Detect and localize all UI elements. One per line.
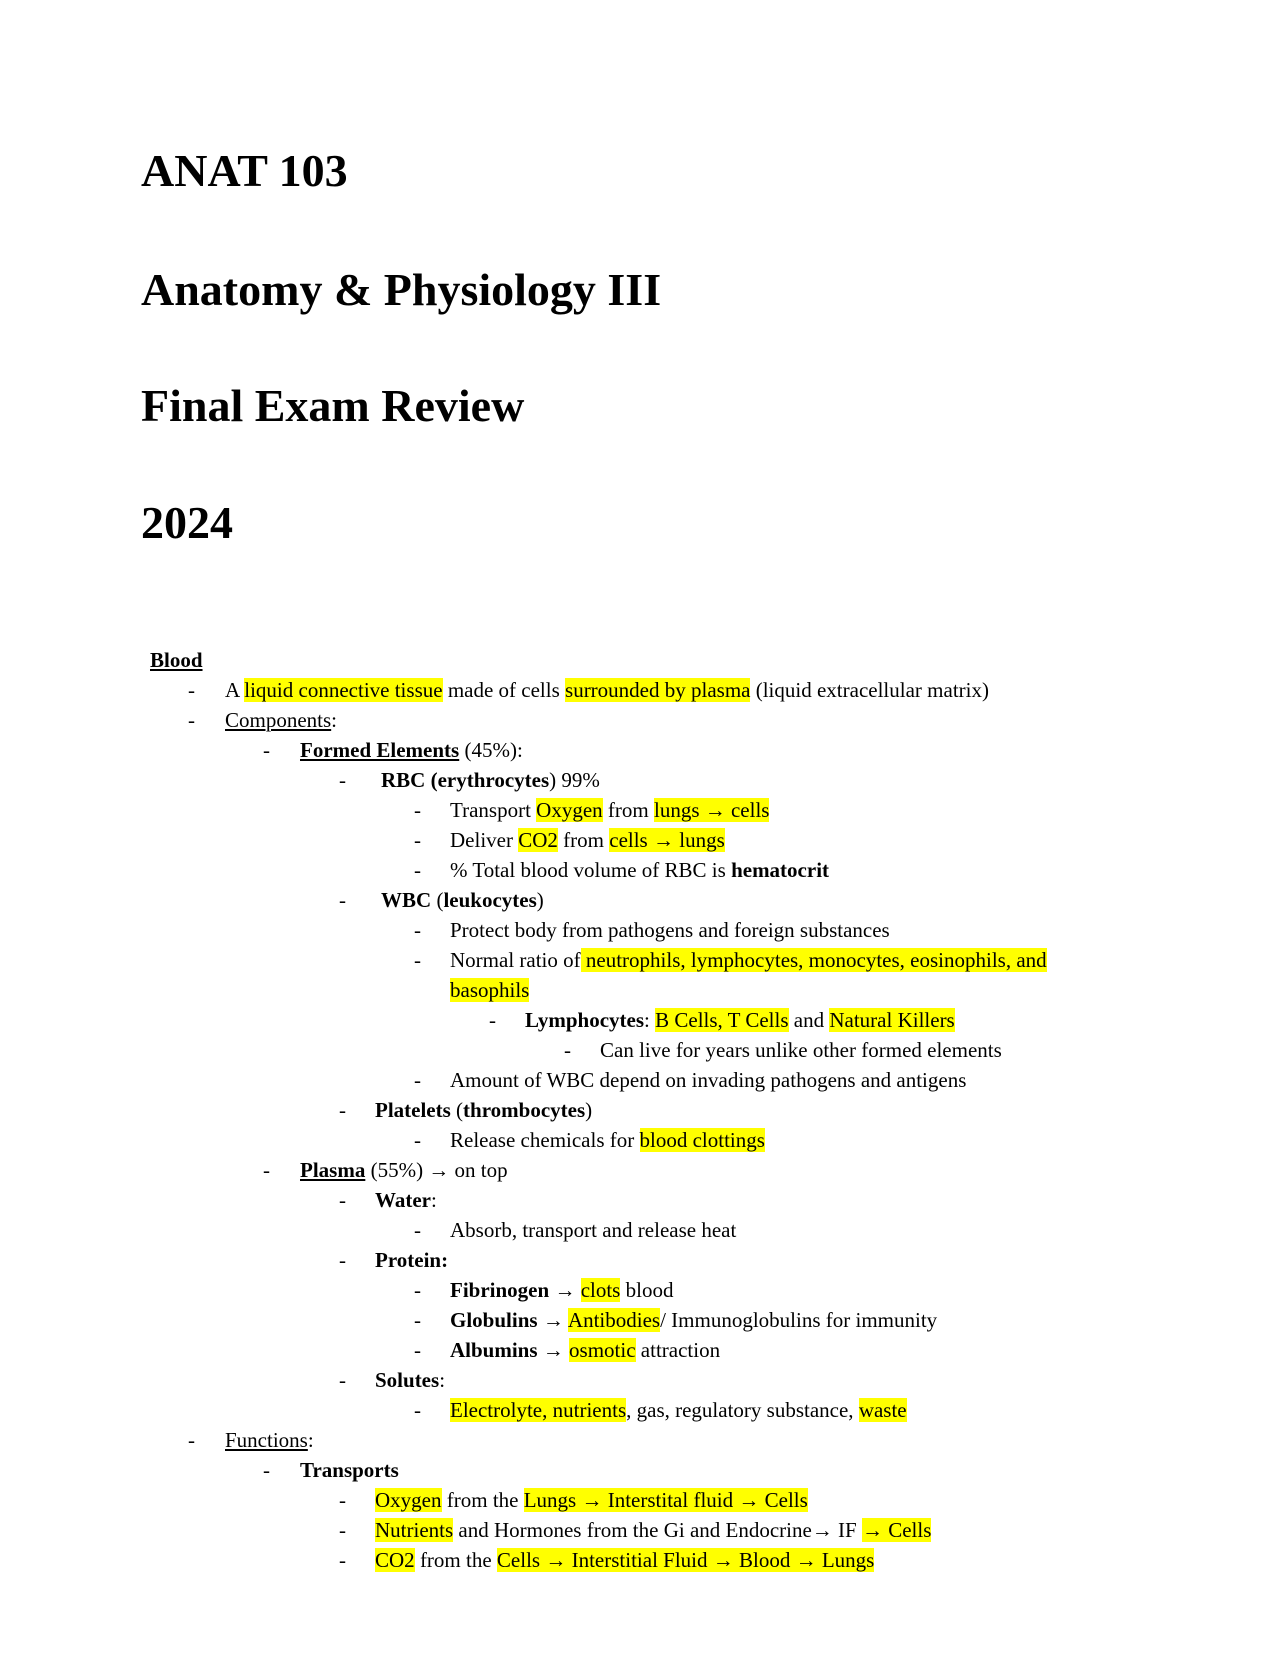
outline-text [375, 1245, 448, 1275]
text-segment: Blood [150, 648, 203, 672]
outline-text [381, 765, 600, 795]
text-segment: Fibrinogen [450, 1278, 550, 1302]
text-segment: Deliver [450, 828, 519, 852]
outline-line [0, 1455, 1280, 1485]
highlighted-text: surrounded by plasma [565, 678, 751, 702]
highlighted-text: Electrolyte, nutrients [450, 1398, 627, 1422]
outline-text [450, 795, 769, 825]
text-segment: Protein: [375, 1248, 449, 1272]
outline-line [0, 795, 1280, 825]
highlighted-text: CO2 [375, 1548, 415, 1572]
outline-text [375, 1485, 808, 1515]
highlighted-text: Oxygen [375, 1488, 442, 1512]
bullet-dash: - [414, 1068, 421, 1092]
text-segment: : [644, 1008, 656, 1032]
bullet-dash: - [414, 828, 421, 852]
highlighted-text: neutrophils, lymphocytes, monocytes, eosinophils, and [580, 948, 1047, 972]
bullet-dash: - [339, 888, 346, 912]
outline-line [0, 645, 1280, 675]
bullet-dash: - [414, 1338, 421, 1362]
outline-text [450, 1305, 937, 1335]
outline-line [0, 1245, 1280, 1275]
outline-line [0, 675, 1280, 705]
highlighted-text: B Cells, T Cells [655, 1008, 789, 1032]
text-segment: (55%) → on top [365, 1158, 508, 1182]
text-segment: ( [431, 888, 444, 912]
bullet-dash: - [414, 1398, 421, 1422]
text-segment: Functions [225, 1428, 308, 1452]
outline-text [375, 1515, 931, 1545]
bullet-dash: - [188, 708, 195, 732]
outline-text [450, 1215, 736, 1245]
text-segment: (liquid extracellular matrix) [750, 678, 989, 702]
outline-text [450, 825, 725, 855]
text-segment: ) 99% [549, 768, 600, 792]
text-segment: : [430, 1188, 437, 1212]
text-segment: made of cells [442, 678, 566, 702]
text-segment: WBC [381, 888, 432, 912]
text-segment: Release chemicals for [450, 1128, 640, 1152]
text-segment: / Immunoglobulins for immunity [660, 1308, 938, 1332]
bullet-dash: - [263, 1458, 270, 1482]
bullet-dash: - [339, 768, 346, 792]
highlighted-text: Oxygen [536, 798, 603, 822]
outline-text [450, 945, 1047, 975]
outline-line [0, 1425, 1280, 1455]
outline-line [0, 1125, 1280, 1155]
highlighted-text: Nutrients [375, 1518, 454, 1542]
highlighted-text: → Cells [861, 1518, 932, 1542]
year-heading: 2024 [141, 497, 233, 548]
text-segment: thrombocytes [463, 1098, 586, 1122]
outline-line [0, 1305, 1280, 1335]
outline-text [450, 855, 829, 885]
text-segment: → [537, 1338, 570, 1362]
outline-line [0, 915, 1280, 945]
text-segment: Can live for years unlike other formed elements [600, 1038, 1002, 1062]
highlighted-text: cells → lungs [609, 828, 725, 852]
text-segment: Globulins [450, 1308, 538, 1332]
bullet-dash: - [414, 1278, 421, 1302]
text-segment: Solutes [375, 1368, 440, 1392]
bullet-dash: - [489, 1008, 496, 1032]
highlighted-text: basophils [450, 978, 530, 1002]
text-segment: and Hormones from the Gi and Endocrine→ IF [453, 1518, 862, 1542]
outline-line [0, 1395, 1280, 1425]
bullet-dash: - [414, 1128, 421, 1152]
text-segment: attraction [635, 1338, 721, 1362]
outline-line [0, 1365, 1280, 1395]
highlighted-text: waste [858, 1398, 907, 1422]
highlighted-text: blood clottings [639, 1128, 765, 1152]
outline-text [375, 1185, 437, 1215]
outline-line [0, 1035, 1280, 1065]
text-segment: Components [225, 708, 332, 732]
outline-line [0, 1095, 1280, 1125]
text-segment: → [549, 1278, 581, 1302]
outline-line [0, 1515, 1280, 1545]
highlighted-text: CO2 [518, 828, 558, 852]
outline-line [0, 885, 1280, 915]
outline-line [0, 1185, 1280, 1215]
text-segment: ) [536, 888, 544, 912]
outline-text [375, 1545, 874, 1575]
highlighted-text: osmotic [569, 1338, 636, 1362]
text-segment: Water [375, 1188, 431, 1212]
highlighted-text: lungs → cells [653, 798, 770, 822]
bullet-dash: - [414, 1218, 421, 1242]
text-segment: Lymphocytes [525, 1008, 645, 1032]
bullet-dash: - [414, 918, 421, 942]
outline-text [450, 1065, 966, 1095]
outline-line [0, 765, 1280, 795]
text-segment: : [307, 1428, 314, 1452]
text-segment: erythrocytes [437, 768, 550, 792]
text-segment: and [788, 1008, 830, 1032]
outline-line [0, 1005, 1280, 1035]
outline-text [450, 1395, 907, 1425]
outline-text [300, 1155, 508, 1185]
bullet-dash: - [188, 1428, 195, 1452]
outline-text [225, 1425, 314, 1455]
highlighted-text: liquid connective tissue [244, 678, 443, 702]
bullet-dash: - [339, 1098, 346, 1122]
outline-text [150, 645, 203, 675]
text-segment: % Total blood volume of RBC is [450, 858, 732, 882]
text-segment: from the [441, 1488, 524, 1512]
outline-line [0, 1275, 1280, 1305]
bullet-dash: - [263, 1158, 270, 1182]
outline-line [0, 705, 1280, 735]
outline-text [225, 705, 337, 735]
bullet-dash: - [263, 738, 270, 762]
bullet-dash: - [414, 948, 421, 972]
bullet-dash: - [339, 1488, 346, 1512]
highlighted-text: Cells → Interstitial Fluid → Blood → Lungs [496, 1548, 875, 1572]
text-segment: RBC ( [381, 768, 438, 792]
outline-line [0, 855, 1280, 885]
outline-line [0, 1215, 1280, 1245]
text-segment: → [537, 1308, 568, 1332]
outline-text [375, 1365, 445, 1395]
outline-text [525, 1005, 955, 1035]
outline-line [0, 1485, 1280, 1515]
outline-text [450, 1275, 673, 1305]
bullet-dash: - [188, 678, 195, 702]
text-segment: leukocytes [443, 888, 537, 912]
course-code-heading: ANAT 103 [141, 145, 348, 196]
text-segment: ) [585, 1098, 593, 1122]
highlighted-text: clots [580, 1278, 621, 1302]
text-segment: , gas, regulatory substance, [626, 1398, 859, 1422]
text-segment: Protect body from pathogens and foreign substances [450, 918, 890, 942]
outline-text [225, 675, 989, 705]
text-segment: ( [450, 1098, 464, 1122]
outline-line [0, 975, 1280, 1005]
text-segment: Plasma [300, 1158, 366, 1182]
text-segment: from [602, 798, 654, 822]
text-segment: Transport [450, 798, 537, 822]
text-segment: Normal ratio of [450, 948, 581, 972]
bullet-dash: - [564, 1038, 571, 1062]
outline-line [0, 1065, 1280, 1095]
text-segment: (45%): [459, 738, 523, 762]
text-segment: Absorb, transport and release heat [450, 1218, 737, 1242]
text-segment: A [225, 678, 245, 702]
text-segment: from the [414, 1548, 497, 1572]
outline-text [450, 975, 529, 1005]
outline-line [0, 735, 1280, 765]
outline-text [375, 1095, 592, 1125]
highlighted-text: Antibodies [567, 1308, 661, 1332]
outline-text [600, 1035, 1002, 1065]
outline-line [0, 1545, 1280, 1575]
bullet-dash: - [414, 798, 421, 822]
text-segment: Platelets [375, 1098, 451, 1122]
text-segment: Albumins [450, 1338, 538, 1362]
outline-text [450, 1335, 720, 1365]
outline-text [450, 915, 890, 945]
outline-line [0, 945, 1280, 975]
outline-line [0, 825, 1280, 855]
text-segment: hematocrit [731, 858, 830, 882]
bullet-dash: - [339, 1188, 346, 1212]
outline-text [450, 1125, 765, 1155]
outline-text [300, 735, 523, 765]
course-title-heading: Anatomy & Physiology III [141, 264, 662, 315]
text-segment: Formed Elements [300, 738, 460, 762]
outline-text [300, 1455, 399, 1485]
text-segment: : [331, 708, 338, 732]
bullet-dash: - [339, 1518, 346, 1542]
bullet-dash: - [414, 1308, 421, 1332]
highlighted-text: Natural Killers [829, 1008, 955, 1032]
text-segment: Transports [300, 1458, 399, 1482]
bullet-dash: - [339, 1548, 346, 1572]
bullet-dash: - [339, 1248, 346, 1272]
bullet-dash: - [414, 858, 421, 882]
outline-line [0, 1335, 1280, 1365]
outline-line [0, 1155, 1280, 1185]
text-segment: Amount of WBC depend on invading pathogens and antigens [450, 1068, 967, 1092]
text-segment: from [557, 828, 610, 852]
highlighted-text: Lungs → Interstital fluid → Cells [523, 1488, 808, 1512]
text-segment: blood [620, 1278, 674, 1302]
outline-text [381, 885, 544, 915]
document-title-heading: Final Exam Review [141, 380, 525, 431]
text-segment: : [439, 1368, 446, 1392]
bullet-dash: - [339, 1368, 346, 1392]
